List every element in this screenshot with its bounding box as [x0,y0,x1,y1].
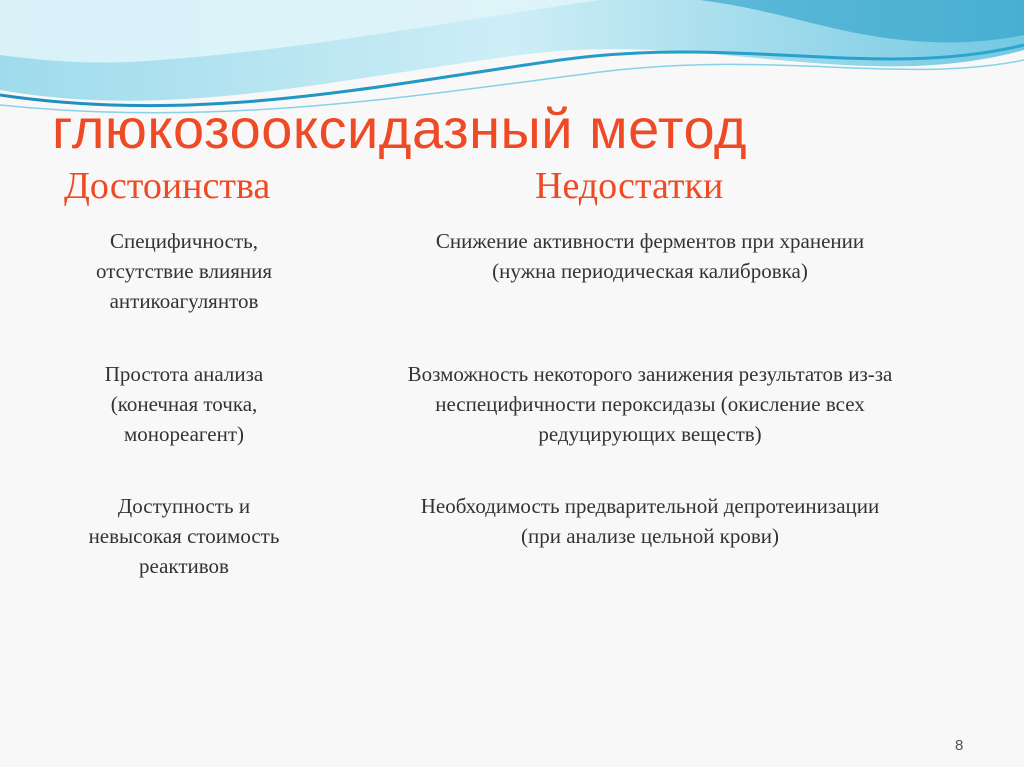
advantage-line: монореагент) [124,422,244,446]
advantages-heading: Достоинства [64,165,271,207]
advantage-line: Простота анализа [104,362,264,386]
disadvantage-line: редуцирующих веществ) [538,422,762,446]
advantage-item [40,491,328,581]
disadvantage-item [340,226,960,286]
advantage-line: невысокая стоимость [88,524,280,548]
disadvantage-line: Необходимость предварительной депротеинизации [420,494,880,518]
disadvantage-line: Снижение активности ферментов при хранении [435,229,865,253]
disadvantage-line: Возможность некоторого занижения результатов из-за [407,362,893,386]
advantage-line: Доступность и [117,494,251,518]
slide-title: глюкозооксидазный метод [52,97,748,160]
page-number: 8 [955,737,964,754]
disadvantage-line: (нужна периодическая калибровка) [492,259,808,283]
advantage-line: антикоагулянтов [109,289,259,313]
advantage-line: (конечная точка, [110,392,258,416]
advantage-item [40,359,328,449]
advantage-line: отсутствие влияния [95,259,272,283]
disadvantage-item [340,491,960,551]
disadvantage-line: неспецифичности пероксидазы (окисление всех [435,392,865,416]
advantage-line: реактивов [139,554,229,578]
disadvantages-heading: Недостатки [535,165,724,207]
advantage-item [40,226,328,316]
disadvantage-item [340,359,960,449]
advantage-line: Специфичность, [109,229,259,253]
disadvantage-line: (при анализе цельной крови) [520,524,780,548]
